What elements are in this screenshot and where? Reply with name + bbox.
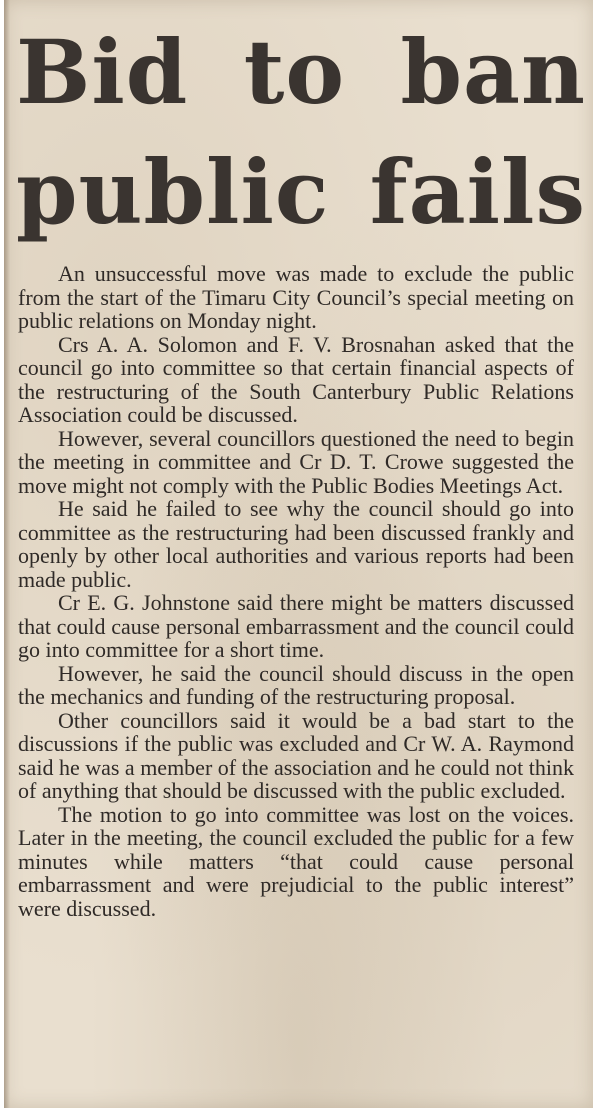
headline-line-2: public fails [16,140,586,244]
article-body [18,262,574,920]
headline [16,12,586,252]
paragraph-2: Crs A. A. Solomon and F. V. Brosnahan asked that the council go into committee so that certain financial aspects of the restructuring of the South Canterbury Public Relations Association could be discussed. [18,331,574,427]
paragraph-7: Other councillors said it would be a bad start to the discussions if the public was excluded and Cr W. A. Raymond said he was a member of the association and he could not think of anything that should be discussed with the public excluded. [18,707,574,803]
paragraph-1: An unsuccessful move was made to exclude the public from the start of the Timaru City Council’s special meeting on public relations on Monday night. [18,261,574,333]
paragraph-5: Cr E. G. Johnstone said there might be matters discussed that could cause personal embarrassment and the council could go into committee for a short time. [18,590,574,662]
clipping-edge-shadow [4,0,10,1108]
paragraph-3: However, several councillors questioned the need to begin the meeting in committee and Cr D. T. Crowe suggested the move might not comply with the Public Bodies Meetings Act. [18,425,574,498]
newspaper-clipping [4,0,593,1108]
paragraph-4: He said he failed to see why the council should go into committee as the restructuring had been discussed frankly and openly by other local authorities and various reports had been made public. [18,496,574,592]
paragraph-8: The motion to go into committee was lost on the voices. Later in the meeting, the council excluded the public for a few minutes while matters “that could cause personal embarrassment and were prejudicial to the public interest” were discussed. [18,801,574,921]
headline-line-1: Bid to ban [16,20,586,124]
paragraph-6: However, he said the council should discuss in the open the mechanics and funding of the restructuring proposal. [18,660,574,709]
